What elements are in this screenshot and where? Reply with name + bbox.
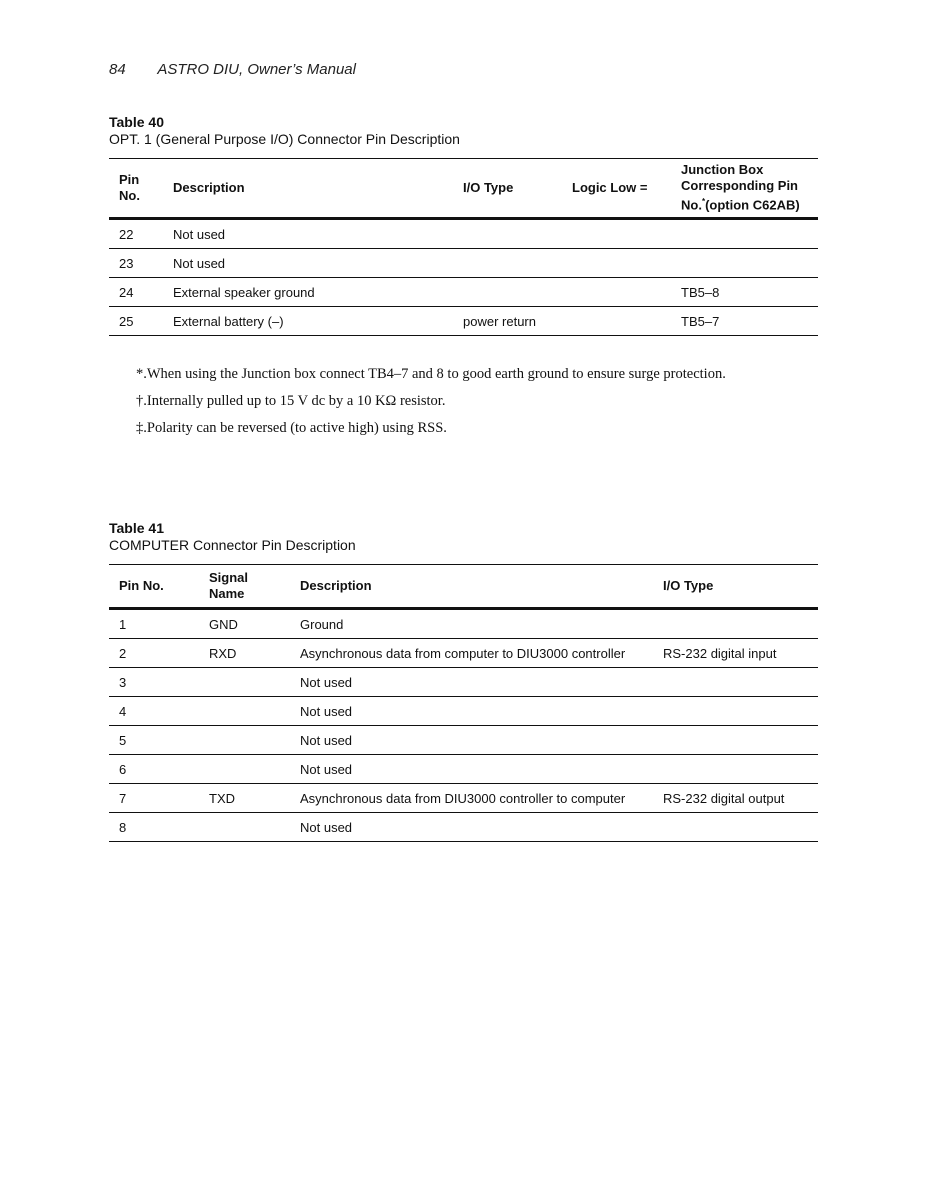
junction-box-heading: Junction Box Corresponding Pin No. bbox=[681, 162, 798, 213]
cell-description: Ground bbox=[290, 609, 653, 639]
table-row bbox=[109, 755, 818, 784]
cell-pin: 3 bbox=[109, 668, 199, 697]
cell-description: External speaker ground bbox=[163, 278, 453, 307]
table-40 bbox=[109, 158, 818, 336]
cell-description: External battery (–) bbox=[163, 307, 453, 336]
cell-logic-low bbox=[562, 219, 671, 249]
header-io-type: I/O Type bbox=[653, 565, 818, 609]
cell-io-type bbox=[653, 726, 818, 755]
header-pin-no: Pin No. bbox=[109, 159, 163, 219]
header-io-type: I/O Type bbox=[453, 159, 562, 219]
table-row bbox=[109, 249, 818, 278]
table-row bbox=[109, 219, 818, 249]
running-header bbox=[109, 61, 356, 78]
cell-description: Not used bbox=[290, 668, 653, 697]
table-row bbox=[109, 307, 818, 336]
table-40-block bbox=[109, 114, 818, 336]
cell-io-type bbox=[653, 755, 818, 784]
header-junction-box bbox=[671, 159, 818, 219]
cell-io-type bbox=[453, 249, 562, 278]
cell-pin: 2 bbox=[109, 639, 199, 668]
cell-junction: TB5–7 bbox=[671, 307, 818, 336]
table-40-label: Table 40 bbox=[109, 114, 164, 130]
cell-io-type bbox=[453, 278, 562, 307]
manual-title: ASTRO DIU, Owner’s Manual bbox=[157, 61, 356, 78]
table-row bbox=[109, 784, 818, 813]
table-40-caption: OPT. 1 (General Purpose I/O) Connector Pin Description bbox=[109, 131, 460, 147]
cell-io-type: RS-232 digital input bbox=[653, 639, 818, 668]
cell-description: Not used bbox=[290, 755, 653, 784]
cell-signal bbox=[199, 697, 290, 726]
cell-description: Not used bbox=[290, 726, 653, 755]
cell-logic-low bbox=[562, 249, 671, 278]
header-pin-no: Pin No. bbox=[109, 565, 199, 609]
header-description: Description bbox=[290, 565, 653, 609]
cell-signal: GND bbox=[199, 609, 290, 639]
table-row bbox=[109, 668, 818, 697]
cell-io-type bbox=[653, 609, 818, 639]
table-41-header-row bbox=[109, 565, 818, 609]
cell-pin: 22 bbox=[109, 219, 163, 249]
cell-io-type: power return bbox=[453, 307, 562, 336]
cell-signal: RXD bbox=[199, 639, 290, 668]
table-41-label: Table 41 bbox=[109, 520, 164, 536]
table-row bbox=[109, 813, 818, 842]
cell-signal bbox=[199, 668, 290, 697]
cell-io-type bbox=[453, 219, 562, 249]
cell-pin: 1 bbox=[109, 609, 199, 639]
footnote-asterisk: *.When using the Junction box connect TB4–7 and 8 to good earth ground to ensure surge protection. bbox=[136, 366, 726, 382]
cell-io-type bbox=[653, 697, 818, 726]
table-41-block bbox=[109, 520, 818, 842]
cell-pin: 23 bbox=[109, 249, 163, 278]
page-number: 84 bbox=[109, 61, 126, 78]
header-description: Description bbox=[163, 159, 453, 219]
cell-junction bbox=[671, 219, 818, 249]
cell-pin: 6 bbox=[109, 755, 199, 784]
footnote-dagger: †.Internally pulled up to 15 V dc by a 10 KΩ resistor. bbox=[136, 393, 446, 409]
cell-logic-low bbox=[562, 307, 671, 336]
header-logic-low: Logic Low = bbox=[562, 159, 671, 219]
cell-junction: TB5–8 bbox=[671, 278, 818, 307]
cell-signal bbox=[199, 726, 290, 755]
table-41-caption: COMPUTER Connector Pin Description bbox=[109, 537, 356, 553]
cell-signal bbox=[199, 813, 290, 842]
cell-description: Not used bbox=[290, 813, 653, 842]
footnote-marker: * bbox=[701, 197, 706, 207]
cell-description: Not used bbox=[163, 249, 453, 278]
footnotes bbox=[136, 361, 726, 442]
table-41 bbox=[109, 564, 818, 842]
table-row bbox=[109, 609, 818, 639]
cell-signal: TXD bbox=[199, 784, 290, 813]
header-signal-name: Signal Name bbox=[199, 565, 290, 609]
table-row bbox=[109, 726, 818, 755]
cell-signal bbox=[199, 755, 290, 784]
table-row bbox=[109, 639, 818, 668]
cell-description: Not used bbox=[290, 697, 653, 726]
table-row bbox=[109, 697, 818, 726]
cell-pin: 24 bbox=[109, 278, 163, 307]
footnote-double-dagger: ‡.Polarity can be reversed (to active high) using RSS. bbox=[136, 420, 447, 436]
cell-logic-low bbox=[562, 278, 671, 307]
cell-pin: 8 bbox=[109, 813, 199, 842]
cell-pin: 25 bbox=[109, 307, 163, 336]
cell-description: Asynchronous data from computer to DIU3000 controller bbox=[290, 639, 653, 668]
cell-io-type bbox=[653, 813, 818, 842]
cell-io-type bbox=[653, 668, 818, 697]
table-row bbox=[109, 278, 818, 307]
cell-pin: 7 bbox=[109, 784, 199, 813]
cell-description: Not used bbox=[163, 219, 453, 249]
cell-pin: 4 bbox=[109, 697, 199, 726]
junction-box-option: (option C62AB) bbox=[705, 197, 800, 213]
table-40-header-row bbox=[109, 159, 818, 219]
cell-junction bbox=[671, 249, 818, 278]
cell-description: Asynchronous data from DIU3000 controller to computer bbox=[290, 784, 653, 813]
cell-pin: 5 bbox=[109, 726, 199, 755]
cell-io-type: RS-232 digital output bbox=[653, 784, 818, 813]
